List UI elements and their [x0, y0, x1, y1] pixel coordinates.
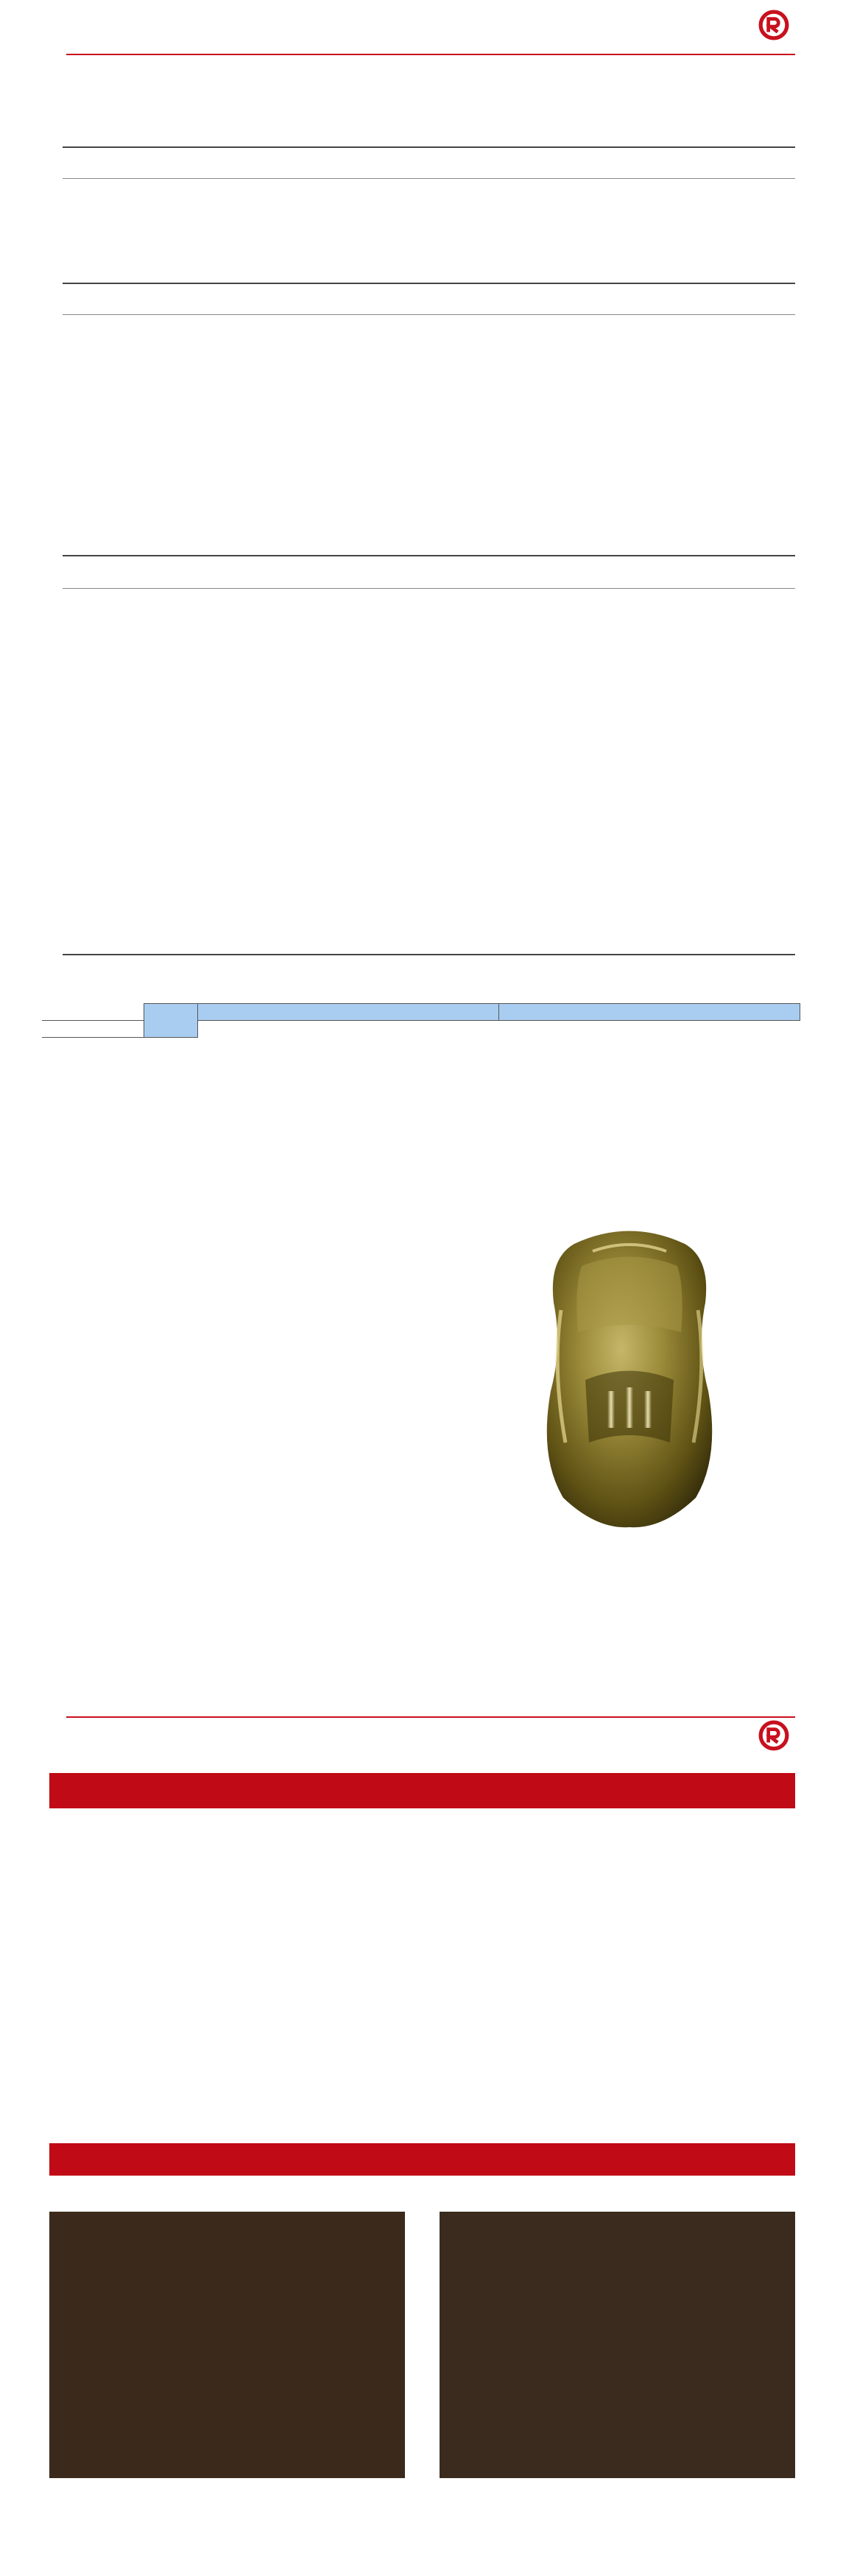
color-sample-panel-image [530, 1222, 729, 1531]
micro-section-bar [49, 2143, 795, 2176]
divider [63, 954, 795, 955]
header-divider [66, 54, 795, 55]
header-particle-size [66, 1724, 795, 1761]
page-title [66, 13, 81, 38]
black-base-header [499, 1004, 800, 1021]
micrograph-100x-image [440, 2212, 795, 2478]
header-divider [66, 1716, 795, 1718]
divider [63, 146, 795, 148]
rika-logo-icon [758, 1720, 789, 1751]
psd-section-bar [49, 1773, 795, 1808]
particle-size-chart [22, 1855, 825, 2112]
divider [63, 314, 795, 315]
section-title [66, 1724, 81, 1748]
divider [63, 555, 795, 556]
wheel-center-glow [44, 1245, 371, 1571]
rika-logo-icon [758, 10, 789, 40]
color-polar-diagram [29, 1207, 412, 1619]
white-base-header [198, 1004, 499, 1021]
divider [63, 588, 795, 589]
micrograph-50x-image [49, 2212, 405, 2478]
color-data-table [42, 1003, 800, 1038]
rika-logo [758, 9, 795, 41]
header-technical-data [66, 13, 795, 50]
angle-header [144, 1004, 198, 1038]
divider [63, 178, 795, 179]
rika-logo [758, 1719, 795, 1752]
divider [63, 283, 795, 284]
